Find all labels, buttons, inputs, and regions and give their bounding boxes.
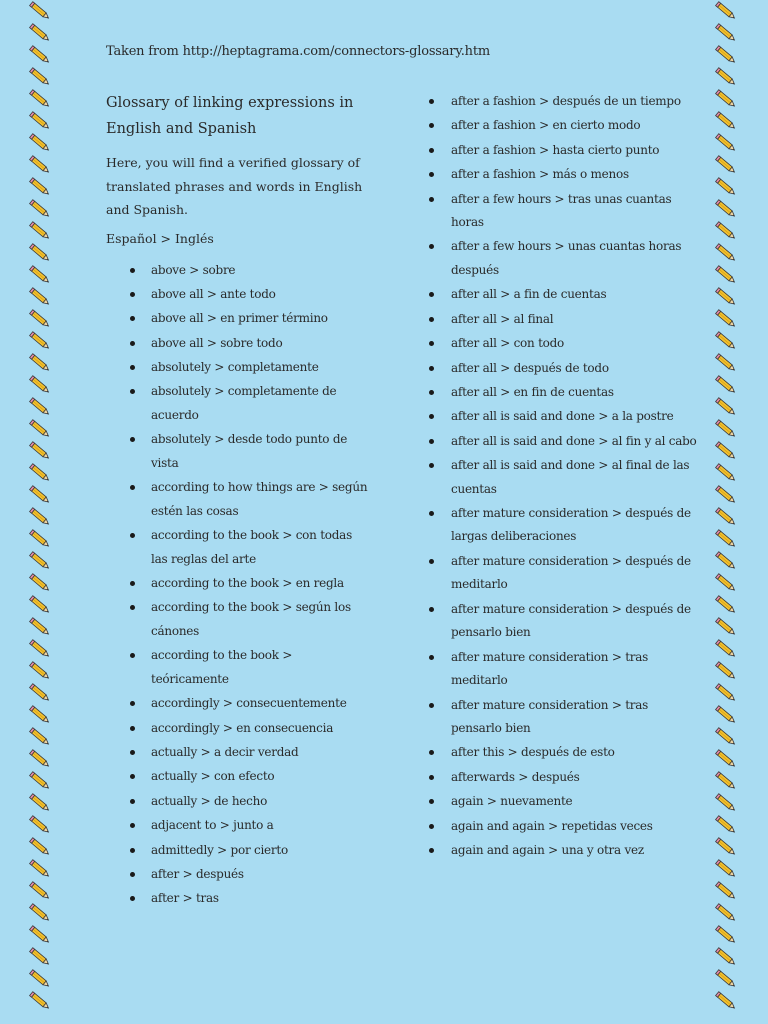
pencil-icon	[714, 902, 738, 924]
pencil-icon	[28, 506, 52, 528]
list-item: after mature consideration > después de largas deliberaciones	[428, 502, 698, 549]
list-item: according to the book > teóricamente	[106, 644, 371, 691]
list-item: after all > a fin de cuentas	[428, 283, 698, 307]
pencil-icon	[714, 176, 738, 198]
pencil-icon	[28, 462, 52, 484]
pencil-icon	[28, 792, 52, 814]
list-item: absolutely > completamente de acuerdo	[106, 380, 371, 427]
pencil-icon	[28, 0, 52, 22]
pencil-icon	[714, 924, 738, 946]
glossary-list-right	[428, 90, 698, 862]
pencil-icon	[28, 154, 52, 176]
pencil-icon	[28, 924, 52, 946]
pencil-icon	[28, 616, 52, 638]
pencil-icon	[714, 506, 738, 528]
left-column	[106, 90, 371, 912]
list-item: after mature consideration > tras meditarlo	[428, 646, 698, 693]
pencil-icon	[28, 836, 52, 858]
pencil-icon	[714, 264, 738, 286]
list-item: actually > a decir verdad	[106, 741, 371, 765]
pencil-icon	[28, 88, 52, 110]
list-item: afterwards > después	[428, 766, 698, 790]
pencil-icon	[714, 374, 738, 396]
pencil-icon	[714, 330, 738, 352]
pencil-icon	[28, 968, 52, 990]
pencil-icon	[28, 814, 52, 836]
pencil-icon	[714, 462, 738, 484]
list-item: again and again > repetidas veces	[428, 815, 698, 839]
pencil-icon	[28, 66, 52, 88]
list-item: according to the book > según los cánones	[106, 596, 371, 643]
list-item: after all is said and done > al fin y al cabo	[428, 430, 698, 454]
pencil-icon	[28, 770, 52, 792]
pencil-icon	[28, 22, 52, 44]
pencil-border-left	[28, 0, 54, 1024]
intro-paragraph: Here, you will find a verified glossary of translated phrases and words in English and Spanish.	[106, 155, 363, 217]
pencil-icon	[714, 858, 738, 880]
pencil-icon	[28, 704, 52, 726]
pencil-icon	[28, 682, 52, 704]
pencil-icon	[714, 572, 738, 594]
pencil-icon	[28, 308, 52, 330]
pencil-icon	[28, 374, 52, 396]
pencil-icon	[28, 264, 52, 286]
pencil-icon	[28, 484, 52, 506]
list-item: after a fashion > hasta cierto punto	[428, 139, 698, 163]
list-item: after mature consideration > después de meditarlo	[428, 550, 698, 597]
pencil-icon	[714, 110, 738, 132]
pencil-icon	[28, 330, 52, 352]
list-item: after a fashion > en cierto modo	[428, 114, 698, 138]
list-item: after > después	[106, 863, 371, 887]
pencil-icon	[28, 572, 52, 594]
list-item: above > sobre	[106, 259, 371, 283]
list-item: after all > después de todo	[428, 357, 698, 381]
pencil-icon	[714, 550, 738, 572]
pencil-icon	[714, 704, 738, 726]
source-line: Taken from http://heptagrama.com/connectors-glossary.htm	[106, 44, 490, 59]
list-item: after all > en fin de cuentas	[428, 381, 698, 405]
list-item: above all > sobre todo	[106, 332, 371, 356]
pencil-icon	[714, 792, 738, 814]
pencil-icon	[714, 528, 738, 550]
list-item: after mature consideration > tras pensarlo bien	[428, 694, 698, 741]
list-item: after this > después de esto	[428, 741, 698, 765]
list-item: absolutely > completamente	[106, 356, 371, 380]
pencil-icon	[28, 550, 52, 572]
pencil-icon	[714, 242, 738, 264]
list-item: according to how things are > según estén las cosas	[106, 476, 371, 523]
pencil-icon	[714, 594, 738, 616]
pencil-icon	[714, 638, 738, 660]
pencil-icon	[714, 286, 738, 308]
pencil-icon	[28, 242, 52, 264]
pencil-icon	[714, 22, 738, 44]
pencil-icon	[714, 220, 738, 242]
pencil-icon	[28, 594, 52, 616]
pencil-icon	[714, 418, 738, 440]
pencil-icon	[714, 308, 738, 330]
list-item: actually > con efecto	[106, 765, 371, 789]
pencil-icon	[714, 836, 738, 858]
pencil-icon	[714, 968, 738, 990]
pencil-icon	[714, 726, 738, 748]
list-item: after all is said and done > al final de las cuentas	[428, 454, 698, 501]
pencil-icon	[28, 176, 52, 198]
list-item: above all > ante todo	[106, 283, 371, 307]
pencil-icon	[28, 286, 52, 308]
list-item: after a few hours > unas cuantas horas después	[428, 235, 698, 282]
pencil-icon	[714, 748, 738, 770]
list-item: after a few hours > tras unas cuantas horas	[428, 188, 698, 235]
list-item: again and again > una y otra vez	[428, 839, 698, 863]
glossary-list-left	[106, 259, 371, 911]
pencil-icon	[28, 660, 52, 682]
language-direction: Español > Inglés	[106, 230, 214, 246]
pencil-icon	[714, 616, 738, 638]
pencil-border-right	[714, 0, 740, 1024]
list-item: admittedly > por cierto	[106, 839, 371, 863]
pencil-icon	[714, 440, 738, 462]
pencil-icon	[714, 660, 738, 682]
pencil-icon	[28, 902, 52, 924]
list-item: according to the book > con todas las reglas del arte	[106, 524, 371, 571]
pencil-icon	[28, 638, 52, 660]
list-item: after > tras	[106, 887, 371, 911]
list-item: after a fashion > después de un tiempo	[428, 90, 698, 114]
pencil-icon	[28, 946, 52, 968]
pencil-icon	[714, 814, 738, 836]
pencil-icon	[714, 946, 738, 968]
list-item: after mature consideration > después de pensarlo bien	[428, 598, 698, 645]
list-item: according to the book > en regla	[106, 572, 371, 596]
pencil-icon	[714, 0, 738, 22]
list-item: again > nuevamente	[428, 790, 698, 814]
pencil-icon	[714, 132, 738, 154]
list-item: after all is said and done > a la postre	[428, 405, 698, 429]
pencil-icon	[28, 198, 52, 220]
pencil-icon	[714, 880, 738, 902]
pencil-icon	[714, 44, 738, 66]
list-item: accordingly > consecuentemente	[106, 692, 371, 716]
pencil-icon	[714, 682, 738, 704]
list-item: above all > en primer término	[106, 307, 371, 331]
list-item: actually > de hecho	[106, 790, 371, 814]
list-item: after a fashion > más o menos	[428, 163, 698, 187]
list-item: after all > con todo	[428, 332, 698, 356]
pencil-icon	[28, 418, 52, 440]
pencil-icon	[28, 990, 52, 1012]
pencil-icon	[714, 88, 738, 110]
list-item: absolutely > desde todo punto de vista	[106, 428, 371, 475]
pencil-icon	[28, 352, 52, 374]
pencil-icon	[714, 990, 738, 1012]
list-item: after all > al final	[428, 308, 698, 332]
pencil-icon	[714, 484, 738, 506]
right-column	[428, 90, 698, 863]
pencil-icon	[28, 748, 52, 770]
pencil-icon	[28, 726, 52, 748]
pencil-icon	[28, 132, 52, 154]
list-item: adjacent to > junto a	[106, 814, 371, 838]
pencil-icon	[28, 440, 52, 462]
pencil-icon	[714, 352, 738, 374]
pencil-icon	[28, 396, 52, 418]
pencil-icon	[714, 198, 738, 220]
pencil-icon	[28, 858, 52, 880]
pencil-icon	[714, 66, 738, 88]
pencil-icon	[714, 154, 738, 176]
pencil-icon	[714, 396, 738, 418]
pencil-icon	[28, 44, 52, 66]
pencil-icon	[28, 880, 52, 902]
pencil-icon	[714, 770, 738, 792]
page-title: Glossary of linking expressions in English and Spanish	[106, 95, 354, 137]
pencil-icon	[28, 528, 52, 550]
pencil-icon	[28, 220, 52, 242]
list-item: accordingly > en consecuencia	[106, 717, 371, 741]
pencil-icon	[28, 110, 52, 132]
